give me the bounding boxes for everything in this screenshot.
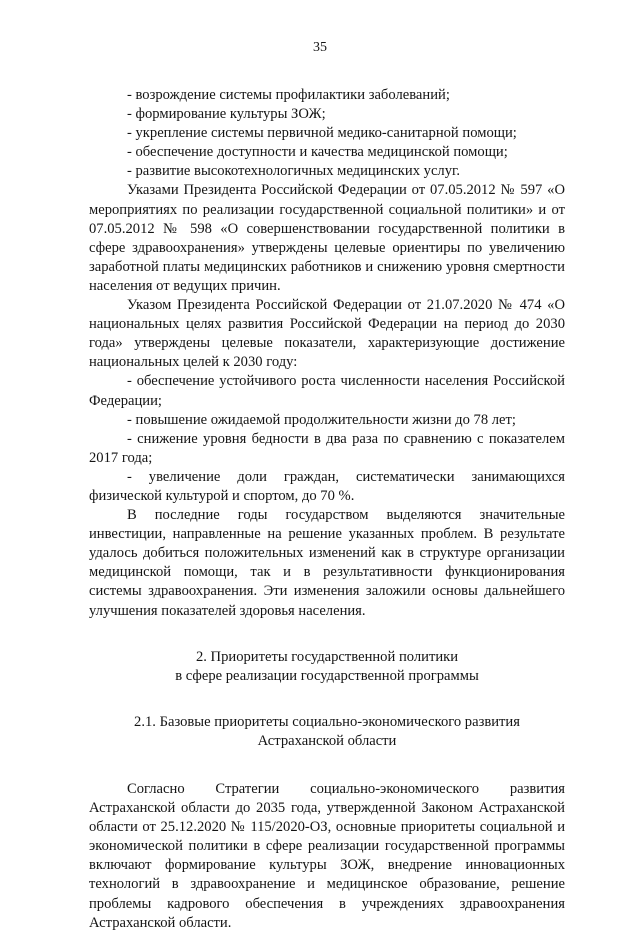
- section-heading-2-line1: 2. Приоритеты государственной политики: [195, 648, 459, 665]
- paragraph-decree-2020: Указом Президента Российской Федерации от 21.07.2020 № 474 «О национальных целях развития Российской Федерации на период до 2030 года» утверждены целевые показатели, характеризующие достижение национальных целей к 2030 году:: [89, 297, 565, 371]
- section-heading-2-line2: в сфере реализации государственной программы: [175, 667, 479, 684]
- list-item: - увеличение доли граждан, систематически занимающихся физической культурой и спортом, до 70 %.: [89, 468, 565, 504]
- document-body: [89, 86, 565, 933]
- paragraph-decrees-2012: Указами Президента Российской Федерации от 07.05.2012 № 597 «О мероприятиях по реализации государственной социальной политики» и от 07.05.2012 № 598 «О совершенствовании государственной политики в сфере здравоохранения» утверждены целевые ориентиры по увеличению заработной платы медицинских работников и снижению уровня смертности населения от ведущих причин.: [89, 182, 565, 294]
- list-item: - обеспечение доступности и качества медицинской помощи;: [127, 144, 508, 161]
- paragraph-investments: В последние годы государством выделяются значительные инвестиции, направленные на решение указанных проблем. В результате удалось добиться положительных изменений как в структуре организации медицинской помощи, так и в результативности функционирования системы здравоохранения. Эти изменения заложили основы дальнейшего улучшения показателей здоровья населения.: [89, 507, 565, 619]
- list-item: - снижение уровня бедности в два раза по сравнению с показателем 2017 года;: [89, 430, 565, 466]
- paragraph-strategy: Согласно Стратегии социально-экономического развития Астраханской области до 2035 года, утвержденной Законом Астраханской области от 25.12.2020 № 115/2020-ОЗ, основные приоритеты социальной и экономической политики в сфере реализации государственной программы включают формирование культуры ЗОЖ, внедрение инновационных технологий в здравоохранение и медицинское образование, решение проблемы кадрового обеспечения в учреждениях здравоохранения Астраханской области.: [89, 781, 565, 931]
- list-item: - повышение ожидаемой продолжительности жизни до 78 лет;: [127, 411, 516, 428]
- list-item: - развитие высокотехнологичных медицинских услуг.: [127, 163, 460, 180]
- section-heading-2-1: [89, 713, 565, 751]
- list-item: - укрепление системы первичной медико-санитарной помощи;: [127, 125, 517, 142]
- section-heading-2: [89, 648, 565, 686]
- list-item: - обеспечение устойчивого роста численности населения Российской Федерации;: [89, 373, 565, 409]
- page-number: 35: [313, 40, 327, 55]
- section-heading-2-1-line2: Астраханской области: [257, 732, 397, 749]
- list-item: - возрождение системы профилактики заболеваний;: [127, 87, 450, 103]
- section-heading-2-1-line1: 2.1. Базовые приоритеты социально-экономического развития: [134, 713, 520, 730]
- list-item: - формирование культуры ЗОЖ;: [127, 106, 326, 123]
